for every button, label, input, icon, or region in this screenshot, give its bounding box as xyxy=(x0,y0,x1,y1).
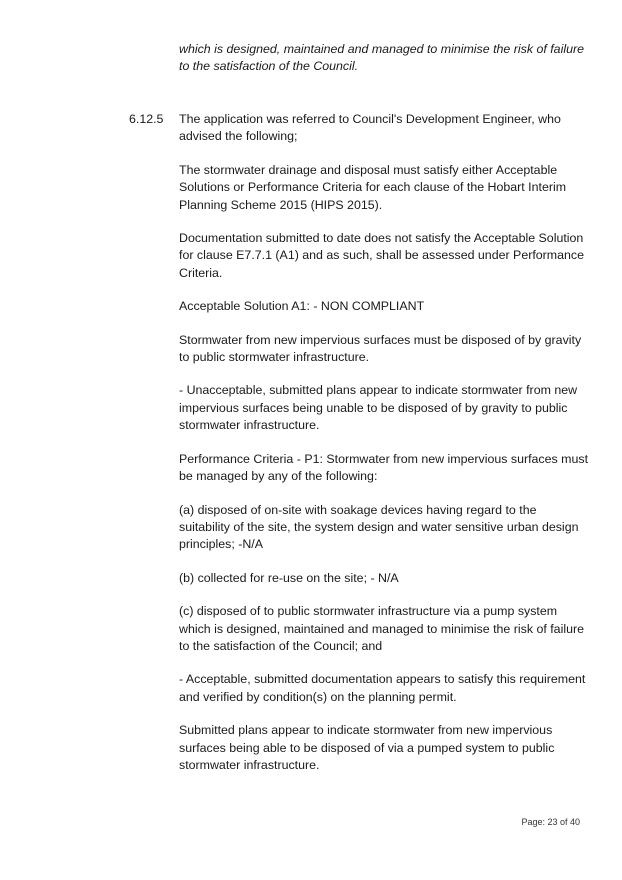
intro-paragraph: which is designed, maintained and managed to minimise the risk of failure to the satisfaction of the Council. xyxy=(179,42,584,74)
section-number: 6.12.5 xyxy=(129,112,164,126)
paragraph-criteria-c: (c) disposed of to public stormwater infrastructure via a pump system which is designed, maintained and managed to minimise the risk of failure to the satisfaction of the Council; and xyxy=(179,604,584,653)
paragraph-documentation: Documentation submitted to date does not satisfy the Acceptable Solution for clause E7.7.1 (A1) and as such, shall be assessed under Performance Criteria. xyxy=(179,231,584,280)
paragraph-acceptable: - Acceptable, submitted documentation appears to satisfy this requirement and verified by condition(s) on the planning permit. xyxy=(179,672,586,704)
paragraph-referral: The application was referred to Council's Development Engineer, who advised the following; xyxy=(179,112,561,144)
page-number: Page: 23 of 40 xyxy=(521,817,580,827)
paragraph-gravity-disposal: Stormwater from new impervious surfaces must be disposed of by gravity to public stormwater infrastructure. xyxy=(179,332,582,365)
section-body xyxy=(179,111,589,790)
paragraph-acceptable-solution: Acceptable Solution A1: - NON COMPLIANT xyxy=(179,299,425,314)
paragraph-criteria-b: (b) collected for re-use on the site; - N/A xyxy=(179,570,399,585)
paragraph-unacceptable: - Unacceptable, submitted plans appear to indicate stormwater from new impervious surfaces being unable to be disposed of by gravity to public stormwater infrastructure. xyxy=(179,383,578,433)
paragraph-performance-criteria: Performance Criteria - P1: Stormwater from new impervious surfaces must be managed by any of the following: xyxy=(179,451,589,484)
paragraph-pumped-system: Submitted plans appear to indicate stormwater from new impervious surfaces being able to be disposed of via a pumped system to public stormwater infrastructure. xyxy=(179,723,555,772)
paragraph-criteria-a: (a) disposed of on-site with soakage devices having regard to the suitability of the site, the system design and water sensitive urban design principles; -N/A xyxy=(179,502,579,552)
paragraph-requirement: The stormwater drainage and disposal must satisfy either Acceptable Solutions or Performance Criteria for each clause of the Hobart Interim Planning Scheme 2015 (HIPS 2015). xyxy=(179,162,567,212)
